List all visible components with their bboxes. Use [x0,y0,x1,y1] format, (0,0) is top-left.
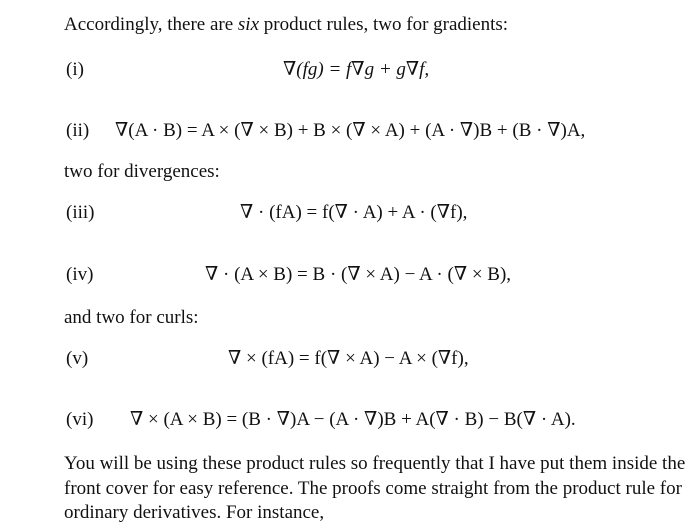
rule-label-iv: (iv) [66,264,94,285]
rule-formula-ii: ∇(A · B) = A × (∇ × B) + B × (∇ × A) + (A · ∇)B + (B · ∇)A, [115,120,586,141]
rule-label-i: (i) [66,59,84,80]
rule-label-vi: (vi) [66,409,94,430]
intro-text [64,13,508,36]
divergence-heading: two for divergences: [64,161,220,182]
rule-formula-iv: ∇ · (A × B) = B · (∇ × A) − A · (∇ × B), [205,264,512,285]
intro-text-before: Accordingly, there are [64,14,238,35]
rule-formula-i: ∇(fg) = f∇g + g∇f, [283,59,430,80]
closing-line-2: front cover for easy reference. The proofs come straight from the product rule for [64,477,682,499]
rule-label-iii: (iii) [66,202,95,223]
closing-line-1: You will be using these product rules so frequently that I have put them inside the [64,453,686,474]
intro-text-after: product rules, two for gradients: [259,14,509,35]
rule-formula-iii: ∇ · (fA) = f(∇ · A) + A · (∇f), [240,202,468,223]
rule-label-ii: (ii) [66,120,90,141]
rule-formula-vi: ∇ × (A × B) = (B · ∇)A − (A · ∇)B + A(∇ · B) − B(∇ · A). [130,409,576,430]
closing-line-3: ordinary derivatives. For instance, [64,502,325,523]
rule-formula-v: ∇ × (fA) = f(∇ × A) − A × (∇f), [228,348,469,369]
rule-label-v: (v) [66,348,89,369]
curl-heading: and two for curls: [64,307,199,328]
closing-paragraph [64,452,688,526]
intro-emphasis: six [237,14,260,35]
